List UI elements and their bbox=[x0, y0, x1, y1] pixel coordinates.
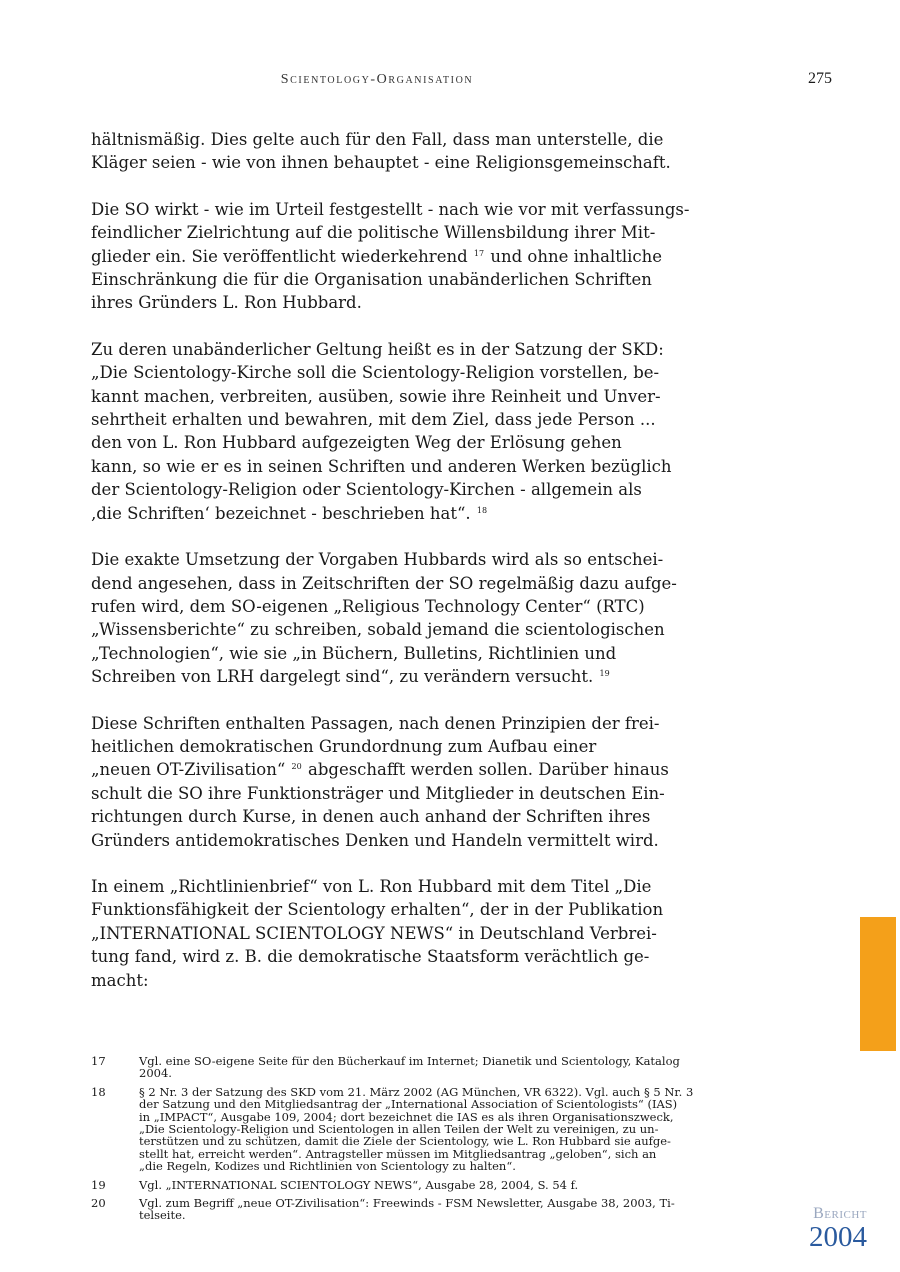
text-line: Kläger seien - wie von ihnen behauptet - eine Religionsgemeinschaft. bbox=[91, 153, 671, 173]
brand-year: 2004 bbox=[809, 1221, 867, 1253]
text-line bbox=[91, 245, 663, 268]
report-logo bbox=[795, 1205, 867, 1251]
text-line: „Technologien“, wie sie „in Büchern, Bulletins, Richtlinien und bbox=[91, 643, 617, 663]
footnote-reference[interactable]: 19 bbox=[599, 669, 610, 679]
text-line: Die SO wirkt - wie im Urteil festgestellt - nach wie vor mit verfassungs- bbox=[91, 199, 690, 219]
paragraph bbox=[91, 338, 672, 525]
text-segment: glieder ein. Sie veröffentlicht wiederkehrend bbox=[91, 246, 468, 266]
text-line: kann, so wie er es in seinen Schriften und anderen Werken bezüglich bbox=[91, 456, 672, 476]
text-line: dend angesehen, dass in Zeitschriften der SO regelmäßig dazu aufge- bbox=[91, 573, 677, 593]
text-line: hältnismäßig. Dies gelte auch für den Fall, dass man unterstelle, die bbox=[91, 130, 664, 149]
text-line: telseite. bbox=[139, 1208, 186, 1223]
text-segment: ‚die Schriften‘ bezeichnet - beschrieben hat“. bbox=[91, 503, 471, 523]
text-line: Einschränkung die für die Organisation unabänderlichen Schriften bbox=[91, 270, 652, 290]
section-marker-tab bbox=[860, 917, 896, 1051]
text-line: schult die SO ihre Funktionsträger und Mitglieder in deutschen Ein- bbox=[91, 783, 665, 803]
text-line: „Die Scientology-Kirche soll die Scientology-Religion vorstellen, be- bbox=[91, 363, 660, 383]
footnote bbox=[91, 1054, 680, 1081]
text-line bbox=[91, 758, 669, 781]
footnote-number: 18 bbox=[91, 1084, 106, 1099]
text-line: richtungen durch Kurse, in denen auch anhand der Schriften ihres bbox=[91, 807, 651, 827]
text-segment: Schreiben von LRH dargelegt sind“, zu verändern versucht. bbox=[91, 667, 594, 687]
text-line: „Wissensberichte“ zu schreiben, sobald jemand die scientologischen bbox=[91, 620, 665, 640]
footnotes bbox=[91, 1054, 694, 1228]
text-line: Vgl. zum Begriff „neue OT-Zivilisation“: Freewinds - FSM Newsletter, Ausgabe 38, 2003, Ti- bbox=[139, 1196, 675, 1211]
text-line: rufen wird, dem SO-eigenen „Religious Technology Center“ (RTC) bbox=[91, 596, 645, 616]
text-segment: „neuen OT-Zivilisation“ bbox=[91, 760, 286, 780]
text-segment: und ohne inhaltliche bbox=[490, 246, 663, 266]
text-line: kannt machen, verbreiten, ausüben, sowie ihre Reinheit und Unver- bbox=[91, 386, 661, 406]
footnote-number: 20 bbox=[91, 1196, 106, 1211]
text-line bbox=[91, 665, 663, 688]
footnote-number: 17 bbox=[91, 1054, 106, 1068]
footnote-reference[interactable]: 17 bbox=[473, 248, 485, 258]
footnote-reference[interactable]: 20 bbox=[291, 762, 302, 772]
text-line: Diese Schriften enthalten Passagen, nach denen Prinzipien der frei- bbox=[91, 713, 660, 733]
text-line: Funktionsfähigkeit der Scientology erhalten“, der in der Publikation bbox=[91, 900, 664, 920]
text-line: heitlichen demokratischen Grundordnung zum Aufbau einer bbox=[91, 736, 597, 756]
text-line: terstützen und zu schützen, damit die Ziele der Scientology, wie L. Ron Hubbard sie aufge- bbox=[139, 1134, 671, 1149]
text-line: Die exakte Umsetzung der Vorgaben Hubbards wird als so entschei- bbox=[91, 550, 664, 570]
paragraph bbox=[91, 712, 669, 852]
text-line: der Satzung und den Mitgliedsantrag der „International Association of Scientologists“ (IAS) bbox=[139, 1097, 678, 1112]
footnote-text bbox=[139, 1196, 675, 1223]
text-line: „Die Scientology-Religion und Scientologen in allen Teilen der Welt zu vereinigen, zu un- bbox=[139, 1122, 659, 1137]
text-line: In einem „Richtlinienbrief“ von L. Ron Hubbard mit dem Titel „Die bbox=[91, 876, 652, 896]
text-line: Vgl. eine SO-eigene Seite für den Bücherkauf im Internet; Dianetik und Scientology, Katalog bbox=[139, 1054, 680, 1068]
text-line: tung fand, wird z. B. die demokratische Staatsform verächtlich ge- bbox=[91, 947, 650, 967]
brand-word: Bericht bbox=[813, 1205, 867, 1222]
text-line: in „IMPACT“, Ausgabe 109, 2004; dort bezeichnet die IAS es als ihren Organisationszweck, bbox=[139, 1109, 674, 1124]
text-line: der Scientology-Religion oder Scientology-Kirchen - allgemein als bbox=[91, 480, 642, 500]
paragraph bbox=[91, 548, 677, 688]
footnote-number: 19 bbox=[91, 1177, 106, 1192]
text-line: „INTERNATIONAL SCIENTOLOGY NEWS“ in Deutschland Verbrei- bbox=[91, 923, 657, 943]
text-line: 2004. bbox=[139, 1066, 172, 1081]
footnote bbox=[91, 1084, 694, 1174]
running-title: Scientology-Organisation bbox=[280, 72, 474, 87]
footnote bbox=[91, 1179, 661, 1191]
footnote-text bbox=[139, 1179, 661, 1191]
text-line: den von L. Ron Hubbard aufgezeigten Weg der Erlösung gehen bbox=[91, 433, 622, 453]
text-segment: abgeschafft werden sollen. Darüber hinaus bbox=[307, 760, 669, 780]
footnote-text bbox=[139, 1054, 680, 1081]
footnote-reference[interactable]: 18 bbox=[476, 505, 488, 515]
text-line: stellt hat, erreicht werden“. Antragsteller müssen im Mitgliedsantrag „geloben“, sich an bbox=[139, 1146, 657, 1161]
text-line: „die Regeln, Kodizes und Richtlinien von Scientology zu halten“. bbox=[139, 1159, 516, 1174]
body-text bbox=[91, 128, 690, 1015]
paragraph bbox=[91, 875, 663, 992]
footnote bbox=[91, 1196, 675, 1223]
text-line: ihres Gründers L. Ron Hubbard. bbox=[91, 293, 362, 313]
text-line: § 2 Nr. 3 der Satzung des SKD vom 21. März 2002 (AG München, VR 6322). Vgl. auch § 5 Nr. 3 bbox=[139, 1084, 694, 1099]
paragraph bbox=[91, 198, 690, 315]
paragraph bbox=[91, 128, 671, 175]
text-line: sehrtheit erhalten und bewahren, mit dem Ziel, dass jede Person ... bbox=[91, 410, 656, 430]
page-number: 275 bbox=[808, 70, 832, 87]
text-line: macht: bbox=[91, 970, 149, 990]
text-line: Vgl. „INTERNATIONAL SCIENTOLOGY NEWS“, Ausgabe 28, 2004, S. 54 f. bbox=[139, 1177, 579, 1192]
footnote-text bbox=[139, 1084, 694, 1174]
text-line: Gründers antidemokratisches Denken und Handeln vermittelt wird. bbox=[91, 830, 659, 850]
text-line: Zu deren unabänderlicher Geltung heißt es in der Satzung der SKD: bbox=[91, 339, 664, 359]
text-line bbox=[91, 502, 663, 525]
text-line: feindlicher Zielrichtung auf die politische Willensbildung ihrer Mit- bbox=[91, 223, 656, 243]
